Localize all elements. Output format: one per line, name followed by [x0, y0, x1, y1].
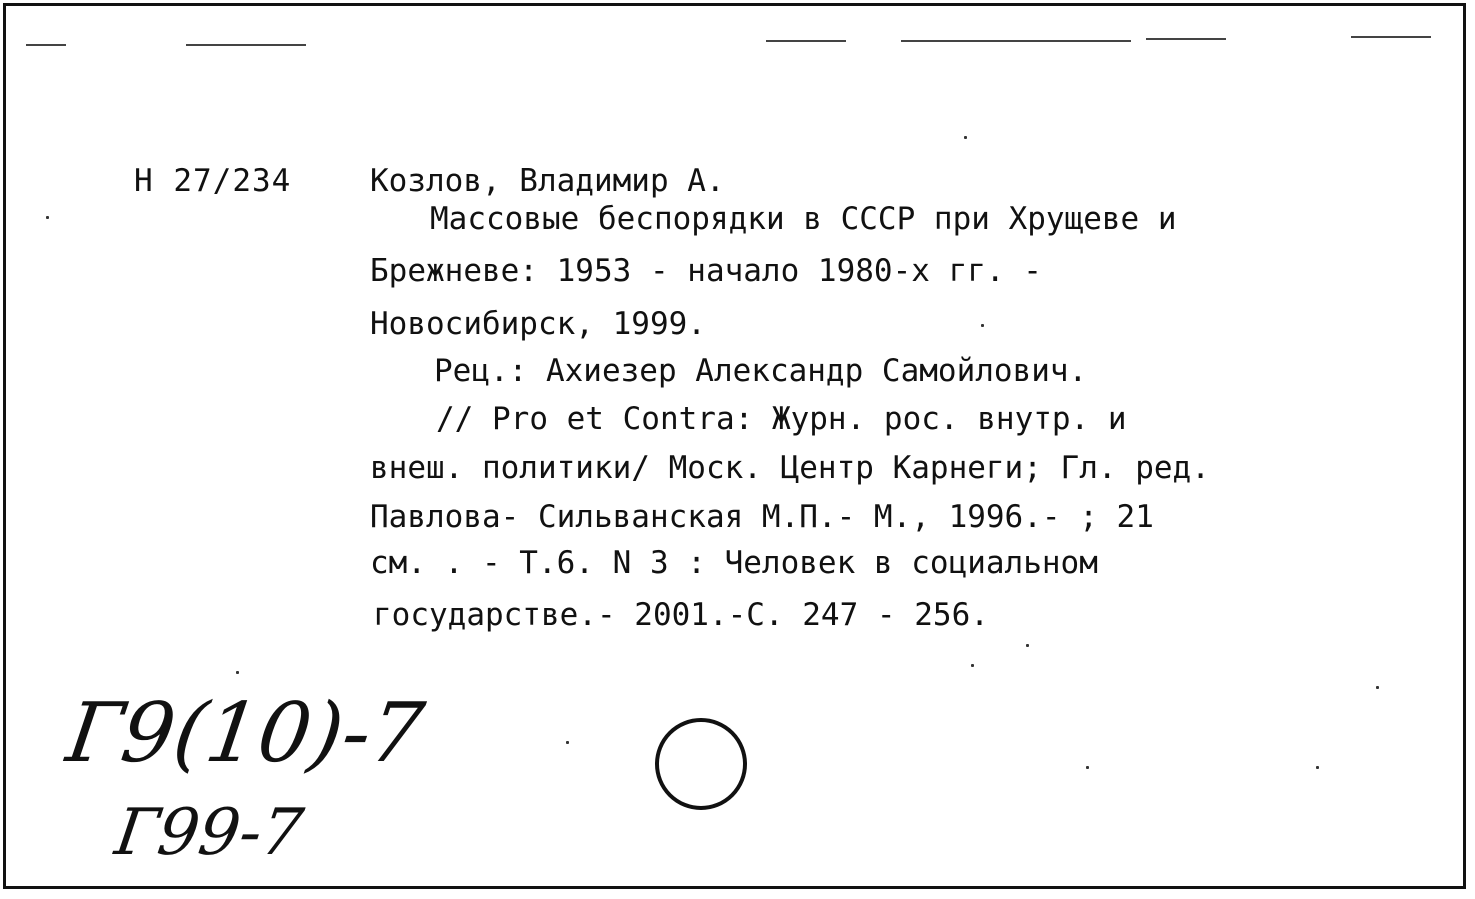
- top-rule-dash: [901, 40, 1131, 42]
- top-rule-dash: [1351, 36, 1431, 38]
- source-line-2: внеш. политики/ Моск. Центр Карнеги; Гл. ред.: [370, 450, 1210, 486]
- scan-speck: [971, 664, 974, 667]
- punch-hole-circle: [651, 714, 755, 818]
- scan-speck: [236, 671, 239, 674]
- top-rule-dash: [766, 40, 846, 42]
- scan-speck: [1026, 644, 1029, 647]
- scan-speck: [1316, 766, 1319, 769]
- scan-speck: [1086, 766, 1089, 769]
- source-line-1: // Pro et Contra: Журн. рос. внутр. и: [436, 401, 1127, 437]
- scan-speck: [981, 324, 984, 327]
- source-line-4: см. . - Т.6. N 3 : Человек в социальном: [370, 545, 1098, 581]
- title-line-1: Массовые беспорядки в СССР при Хрущеве и: [430, 201, 1177, 237]
- source-line-3: Павлова- Сильванская М.П.- М., 1996.- ; 21: [370, 499, 1154, 535]
- title-line-3: Новосибирск, 1999.: [370, 306, 706, 342]
- top-rule-dash: [26, 44, 66, 46]
- title-line-2: Брежневе: 1953 - начало 1980-х гг. -: [370, 253, 1042, 289]
- review-line: Рец.: Ахиезер Александр Самойлович.: [434, 353, 1088, 389]
- scan-speck: [964, 136, 967, 139]
- handwritten-shelf-mark-1: Г9(10)-7: [61, 686, 430, 781]
- catalog-card: [3, 3, 1466, 889]
- handwritten-shelf-mark-2: Г99-7: [110, 796, 308, 870]
- scan-speck: [1376, 686, 1379, 689]
- scan-speck: [46, 216, 49, 219]
- author-line: Козлов, Владимир А.: [370, 163, 725, 199]
- top-rule-dash: [186, 44, 306, 46]
- top-rule-dash: [1146, 38, 1226, 40]
- source-line-5: государстве.- 2001.-С. 247 - 256.: [373, 597, 989, 633]
- call-number: Н 27/234: [134, 163, 292, 199]
- scan-speck: [566, 741, 569, 744]
